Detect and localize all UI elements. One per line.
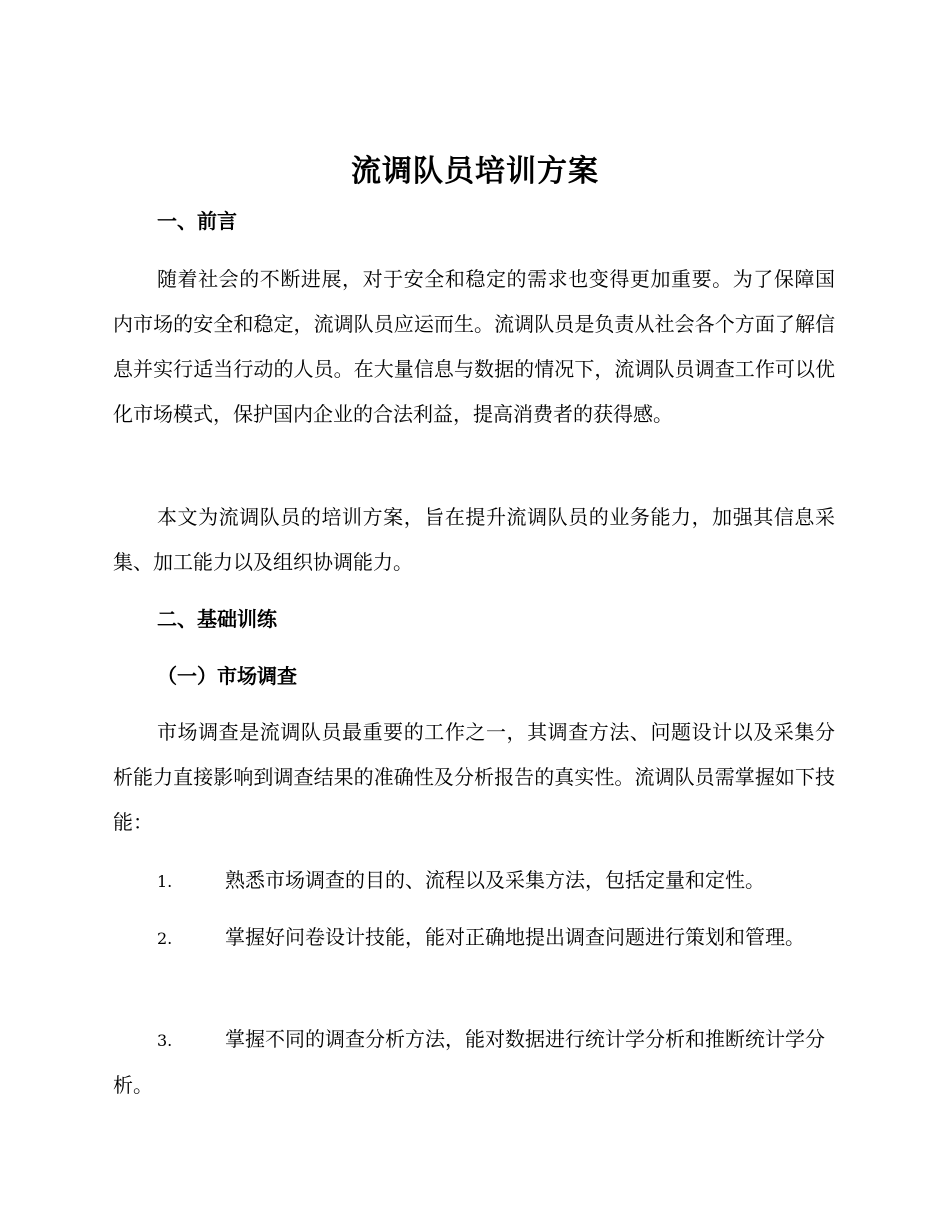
market-survey-paragraph: 市场调查是流调队员最重要的工作之一，其调查方法、问题设计以及采集分析能力直接影响到调查结果的准确性及分析报告的真实性。流调队员需掌握如下技能： bbox=[113, 720, 835, 834]
list-item-number: 3. bbox=[157, 1031, 173, 1050]
list-item bbox=[113, 858, 835, 904]
list-item-text: 熟悉市场调查的目的、流程以及采集方法，包括定量和定性。 bbox=[225, 868, 765, 892]
section-heading-preface: 一、前言 bbox=[157, 209, 237, 233]
list-item bbox=[113, 915, 835, 961]
subsection-heading-market-survey: （一）市场调查 bbox=[157, 664, 297, 688]
list-item-number: 2. bbox=[157, 929, 173, 948]
list-item-text: 掌握好问卷设计技能，能对正确地提出调查问题进行策划和管理。 bbox=[225, 925, 805, 949]
intro-paragraph-1: 随着社会的不断进展，对于安全和稳定的需求也变得更加重要。为了保障国内市场的安全和稳定，流调队员应运而生。流调队员是负责从社会各个方面了解信息并实行适当行动的人员。在大量信息与数据的情况下，流调队员调查工作可以优化市场模式，保护国内企业的合法利益，提高消费者的获得感。 bbox=[113, 267, 835, 426]
section-heading-basic-training: 二、基础训练 bbox=[157, 607, 277, 631]
document-title: 流调队员培训方案 bbox=[351, 154, 599, 189]
list-item bbox=[113, 1017, 835, 1108]
intro-paragraph-2: 本文为流调队员的培训方案，旨在提升流调队员的业务能力，加强其信息采集、加工能力以及组织协调能力。 bbox=[113, 505, 835, 574]
list-item-text: 掌握不同的调查分析方法，能对数据进行统计学分析和推断统计学分析。 bbox=[113, 1027, 825, 1097]
list-item-number: 1. bbox=[157, 872, 173, 891]
